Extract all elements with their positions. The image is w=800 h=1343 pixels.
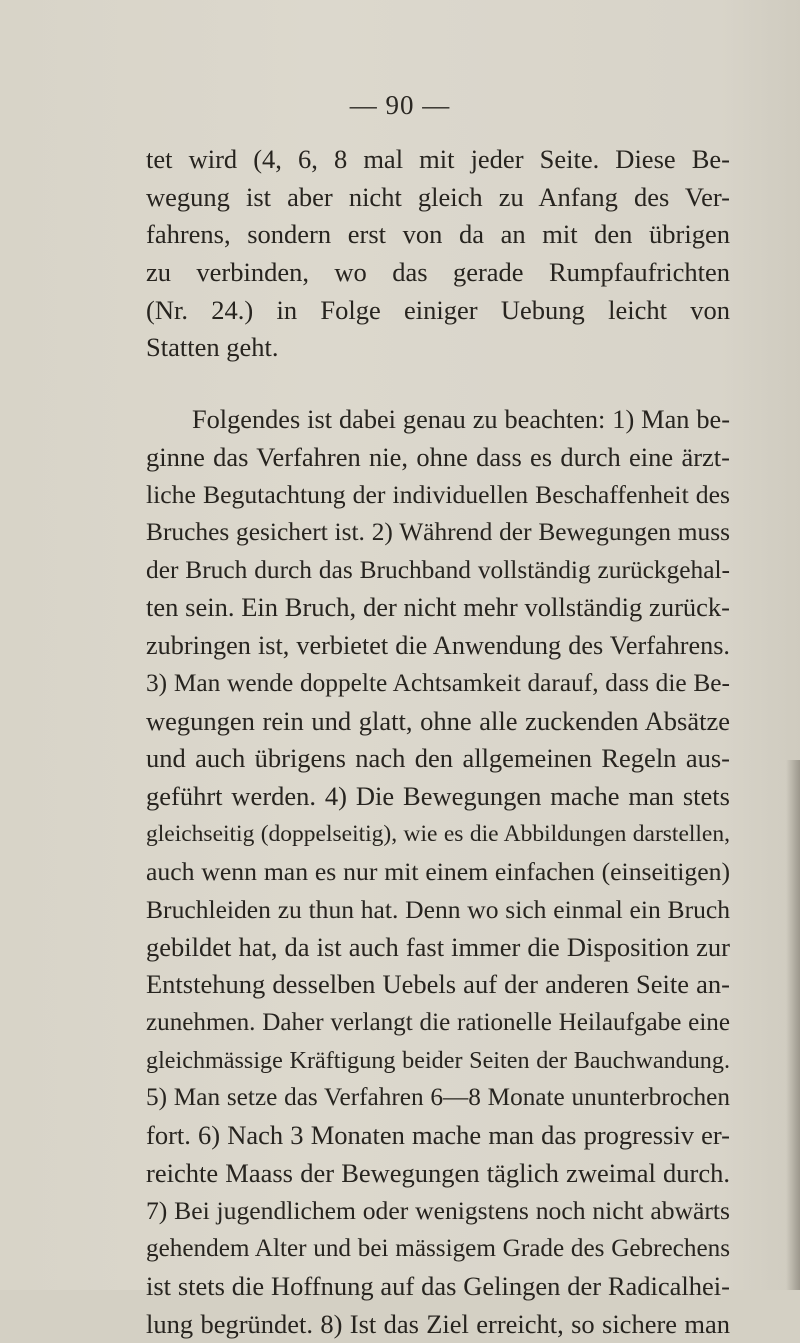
text-line: wegung ist aber nicht gleich zu Anfang des Ver- bbox=[146, 179, 730, 217]
text-line: (Nr. 24.) in Folge einiger Uebung leicht von bbox=[146, 292, 730, 330]
text-line: fahrens, sondern erst von da an mit den übrigen bbox=[146, 216, 730, 254]
text-line: geführt werden. 4) Die Bewegungen mache man stets bbox=[146, 778, 730, 816]
text-line: ten sein. Ein Bruch, der nicht mehr vollständig zurück- bbox=[146, 589, 730, 627]
text-line: 3) Man wende doppelte Achtsamkeit darauf, dass die Be- bbox=[146, 665, 730, 703]
text-line: der Bruch durch das Bruchband vollständig zurückgehal- bbox=[146, 552, 730, 590]
text-line: Folgendes ist dabei genau zu beachten: 1) Man be- bbox=[146, 401, 730, 439]
text-line: tet wird (4, 6, 8 mal mit jeder Seite. Diese Be- bbox=[146, 141, 730, 179]
page-number: — 90 — bbox=[0, 90, 800, 121]
text-line: auch wenn man es nur mit einem einfachen (einseitigen) bbox=[146, 853, 730, 891]
paragraph-1 bbox=[146, 141, 730, 367]
paragraph-2 bbox=[146, 401, 730, 1343]
text-line: zunehmen. Daher verlangt die rationelle Heilaufgabe eine bbox=[146, 1004, 730, 1042]
page-edge-shadow bbox=[786, 760, 800, 1290]
text-line: reichte Maass der Bewegungen täglich zweimal durch. bbox=[146, 1155, 730, 1193]
text-line: 7) Bei jugendlichem oder wenigstens noch nicht abwärts bbox=[146, 1192, 730, 1230]
text-line: lung begründet. 8) Ist das Ziel erreicht, so sichere man bbox=[146, 1306, 730, 1343]
text-line: Bruchleiden zu thun hat. Denn wo sich einmal ein Bruch bbox=[146, 891, 730, 929]
text-line: zu verbinden, wo das gerade Rumpfaufrichten bbox=[146, 254, 730, 292]
text-line: gebildet hat, da ist auch fast immer die Disposition zur bbox=[146, 929, 730, 967]
text-line: gehendem Alter und bei mässigem Grade des Gebrechens bbox=[146, 1230, 730, 1268]
text-line: Bruches gesichert ist. 2) Während der Bewegungen muss bbox=[146, 514, 730, 552]
text-line: gleichmässige Kräftigung beider Seiten der Bauchwandung. bbox=[146, 1042, 730, 1080]
text-line: zubringen ist, verbietet die Anwendung des Verfahrens. bbox=[146, 627, 730, 665]
text-line: liche Begutachtung der individuellen Beschaffenheit des bbox=[146, 476, 730, 514]
text-line: ginne das Verfahren nie, ohne dass es durch eine ärzt- bbox=[146, 439, 730, 477]
text-line: und auch übrigens nach den allgemeinen Regeln aus- bbox=[146, 740, 730, 778]
text-line: fort. 6) Nach 3 Monaten mache man das progressiv er- bbox=[146, 1117, 730, 1155]
text-line: Entstehung desselben Uebels auf der anderen Seite an- bbox=[146, 966, 730, 1004]
text-line: 5) Man setze das Verfahren 6—8 Monate ununterbrochen bbox=[146, 1079, 730, 1117]
text-line: ist stets die Hoffnung auf das Gelingen der Radicalhei- bbox=[146, 1268, 730, 1306]
text-line: wegungen rein und glatt, ohne alle zuckenden Absätze bbox=[146, 703, 730, 741]
text-line: gleichseitig (doppelseitig), wie es die Abbildungen darstellen, bbox=[146, 816, 730, 854]
text-line: Statten geht. bbox=[146, 329, 730, 367]
